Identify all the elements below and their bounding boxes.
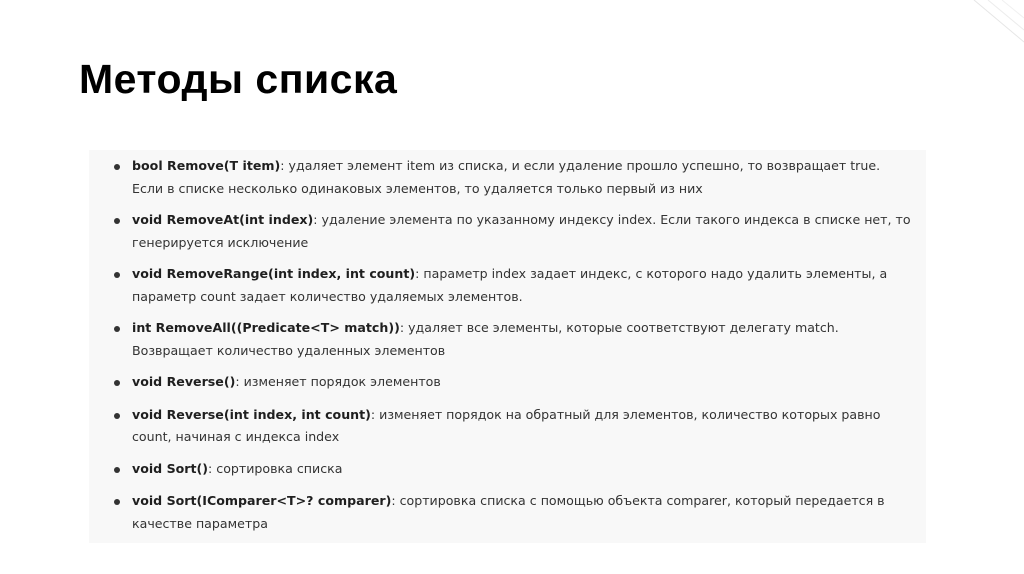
method-signature: int RemoveAll((Predicate<T> match)) bbox=[132, 320, 400, 335]
bullet-icon bbox=[114, 380, 120, 386]
list-item-removerange bbox=[110, 263, 914, 308]
method-description: : удаляет все элементы, которые соответствуют делегату match. Возвращает количество удаленных элементов bbox=[132, 320, 839, 358]
method-signature: void Sort(IComparer<T>? comparer) bbox=[132, 493, 392, 508]
bullet-icon bbox=[114, 326, 120, 332]
bullet-icon bbox=[114, 467, 120, 473]
bullet-icon bbox=[114, 413, 120, 419]
methods-panel bbox=[89, 150, 926, 543]
method-description: : удаление элемента по указанному индексу index. Если такого индекса в списке нет, то генерируется исключение bbox=[132, 212, 911, 250]
method-description: : параметр index задает индекс, с которого надо удалить элементы, а параметр count задает количество удаляемых элементов. bbox=[132, 266, 888, 304]
method-description: : сортировка списка bbox=[208, 460, 343, 476]
list-item-sort-comparer bbox=[110, 490, 914, 535]
method-signature: void Reverse() bbox=[132, 374, 236, 389]
list-item-removeall bbox=[110, 317, 914, 362]
method-signature: void RemoveRange(int index, int count) bbox=[132, 266, 416, 281]
bullet-icon bbox=[114, 499, 120, 505]
list-item-remove bbox=[110, 155, 914, 200]
method-description: : изменяет порядок элементов bbox=[235, 374, 441, 389]
method-description: : удаляет элемент item из списка, и если удаление прошло успешно, то возвращает true. Если в списке несколько одинаковых элементов, то удаляется только первый из них bbox=[132, 158, 881, 196]
method-signature: void RemoveAt(int index) bbox=[132, 212, 314, 227]
method-signature: void Reverse(int index, int count) bbox=[132, 406, 371, 422]
bullet-icon bbox=[114, 164, 120, 170]
bullet-icon bbox=[114, 272, 120, 278]
method-description: : изменяет порядок на обратный для элементов, количество которых равно count, начиная с индекса index bbox=[132, 406, 881, 444]
method-signature: void Sort() bbox=[132, 460, 209, 476]
method-description: : сортировка списка с помощью объекта comparer, который передается в качестве параметра bbox=[132, 493, 885, 531]
corner-decoration bbox=[954, 0, 1024, 50]
list-item-removeat bbox=[110, 209, 914, 254]
bullet-icon bbox=[114, 218, 120, 224]
list-item-reverse-range bbox=[110, 404, 914, 449]
method-signature: bool Remove(T item) bbox=[132, 158, 281, 173]
slide-title: Методы списка bbox=[79, 56, 398, 102]
list-item-sort bbox=[110, 458, 914, 481]
methods-list bbox=[110, 155, 914, 535]
list-item-reverse bbox=[110, 371, 914, 394]
